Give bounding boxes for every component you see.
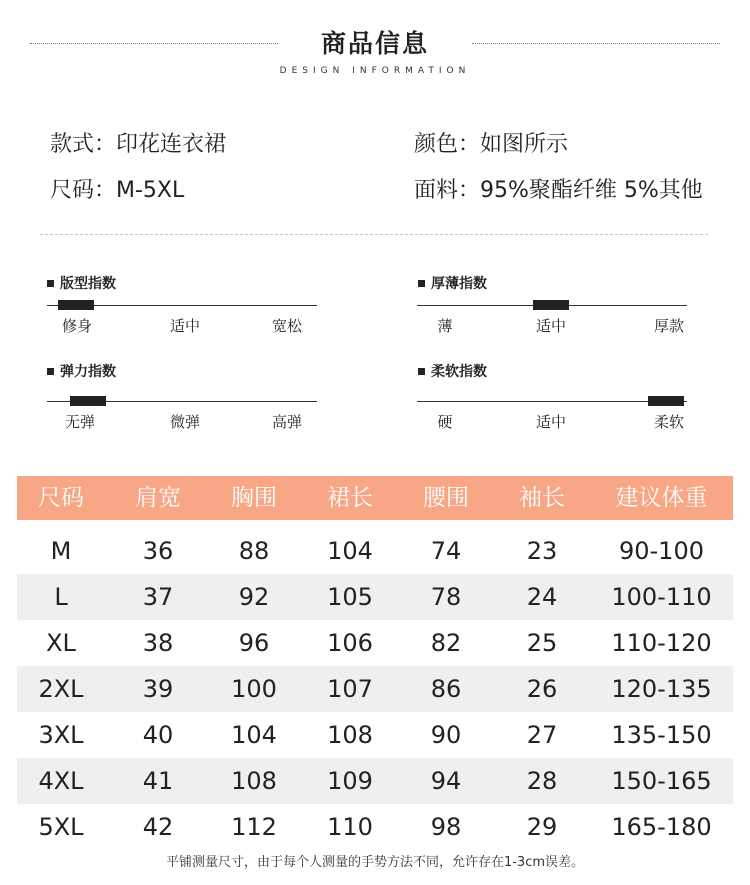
square-bullet-icon (418, 368, 425, 375)
table-cell: 165-180 (611, 813, 712, 841)
table-cell: 104 (327, 537, 373, 565)
table-cell: 109 (327, 767, 373, 795)
table-cell: 27 (526, 721, 558, 749)
table-cell: 28 (526, 767, 558, 795)
table-cell: 120-135 (611, 675, 712, 703)
index-elasticity-title-text: 弹力指数 (60, 364, 116, 380)
info-fabric: 面料：95%聚酯纤维 5%其他 (414, 178, 703, 203)
table-cell: 100-110 (611, 583, 712, 611)
table-cell: 2XL (38, 675, 84, 703)
column-header-weight: 建议体重 (615, 485, 708, 511)
index-fit-title-text: 版型指数 (60, 276, 116, 292)
table-cell: 39 (142, 675, 174, 703)
index-thickness-label-3: 厚款 (653, 317, 684, 335)
table-cell: 40 (142, 721, 174, 749)
column-header-bust: 胸围 (231, 485, 277, 511)
table-cell: 25 (526, 629, 558, 657)
column-header-size: 尺码 (38, 485, 84, 511)
table-cell: 108 (327, 721, 373, 749)
table-cell: 3XL (38, 721, 84, 749)
table-cell: 36 (142, 537, 174, 565)
index-softness-title-text: 柔软指数 (431, 364, 487, 380)
index-thickness-title (418, 273, 487, 293)
table-cell: 37 (142, 583, 174, 611)
index-softness-title (418, 361, 487, 381)
index-softness-scale (417, 401, 687, 402)
table-cell: 110 (327, 813, 373, 841)
table-cell: 41 (142, 767, 174, 795)
table-cell: 106 (327, 629, 373, 657)
table-cell: 104 (231, 721, 277, 749)
column-header-sleeve: 袖长 (519, 485, 565, 511)
index-fit-label-1: 修身 (61, 317, 92, 335)
table-cell: 4XL (38, 767, 84, 795)
table-cell: 5XL (38, 813, 84, 841)
index-fit-title (47, 273, 116, 293)
table-cell: 135-150 (611, 721, 712, 749)
index-elasticity-label-2: 微弹 (169, 413, 200, 431)
table-cell: 78 (430, 583, 462, 611)
table-cell: 92 (238, 583, 270, 611)
column-header-shoulder: 肩宽 (135, 485, 181, 511)
index-elasticity-title (47, 361, 116, 381)
table-cell: 150-165 (611, 767, 712, 795)
table-cell: 100 (231, 675, 277, 703)
index-fit-marker (58, 300, 94, 310)
index-softness-label-2: 适中 (535, 413, 566, 431)
table-cell: 96 (238, 629, 270, 657)
page-subtitle: DESIGN INFORMATION (279, 66, 471, 76)
square-bullet-icon (418, 280, 425, 287)
table-cell: 107 (327, 675, 373, 703)
index-softness-marker (648, 396, 684, 406)
table-cell: 90-100 (618, 537, 704, 565)
table-cell: 88 (238, 537, 270, 565)
index-softness-label-3: 柔软 (653, 413, 684, 431)
info-color: 颜色：如图所示 (414, 132, 569, 157)
info-size: 尺码：M-5XL (50, 178, 185, 203)
table-cell: 24 (526, 583, 558, 611)
index-fit-label-3: 宽松 (271, 317, 302, 335)
index-thickness-title-text: 厚薄指数 (431, 276, 487, 292)
index-fit-label-2: 适中 (169, 317, 200, 335)
table-cell: L (54, 583, 68, 611)
info-separator (40, 234, 708, 235)
table-cell: 23 (526, 537, 558, 565)
index-elasticity-label-3: 高弹 (271, 413, 302, 431)
index-thickness-marker (533, 300, 569, 310)
table-cell: 105 (327, 583, 373, 611)
column-header-waist: 腰围 (423, 485, 469, 511)
index-thickness-label-2: 适中 (535, 317, 566, 335)
table-cell: 98 (430, 813, 462, 841)
square-bullet-icon (47, 368, 54, 375)
info-style: 款式：印花连衣裙 (50, 132, 227, 157)
table-cell: 108 (231, 767, 277, 795)
table-cell: 29 (526, 813, 558, 841)
table-cell: M (50, 537, 72, 565)
page-title: 商品信息 (320, 29, 429, 58)
table-cell: 38 (142, 629, 174, 657)
table-cell: XL (46, 629, 76, 657)
table-cell: 112 (231, 813, 277, 841)
table-cell: 94 (430, 767, 462, 795)
table-cell: 90 (430, 721, 462, 749)
table-cell: 82 (430, 629, 462, 657)
table-cell: 110-120 (611, 629, 712, 657)
table-cell: 26 (526, 675, 558, 703)
measurement-footnote: 平铺测量尺寸，由于每个人测量的手势方法不同，允许存在1-3cm误差。 (165, 855, 585, 870)
column-header-length: 裙长 (327, 485, 373, 511)
index-elasticity-label-1: 无弹 (64, 413, 95, 431)
table-cell: 86 (430, 675, 462, 703)
index-thickness-label-1: 薄 (437, 317, 453, 335)
index-softness-label-1: 硬 (437, 413, 453, 431)
square-bullet-icon (47, 280, 54, 287)
table-cell: 74 (430, 537, 462, 565)
index-elasticity-marker (70, 396, 106, 406)
table-cell: 42 (142, 813, 174, 841)
